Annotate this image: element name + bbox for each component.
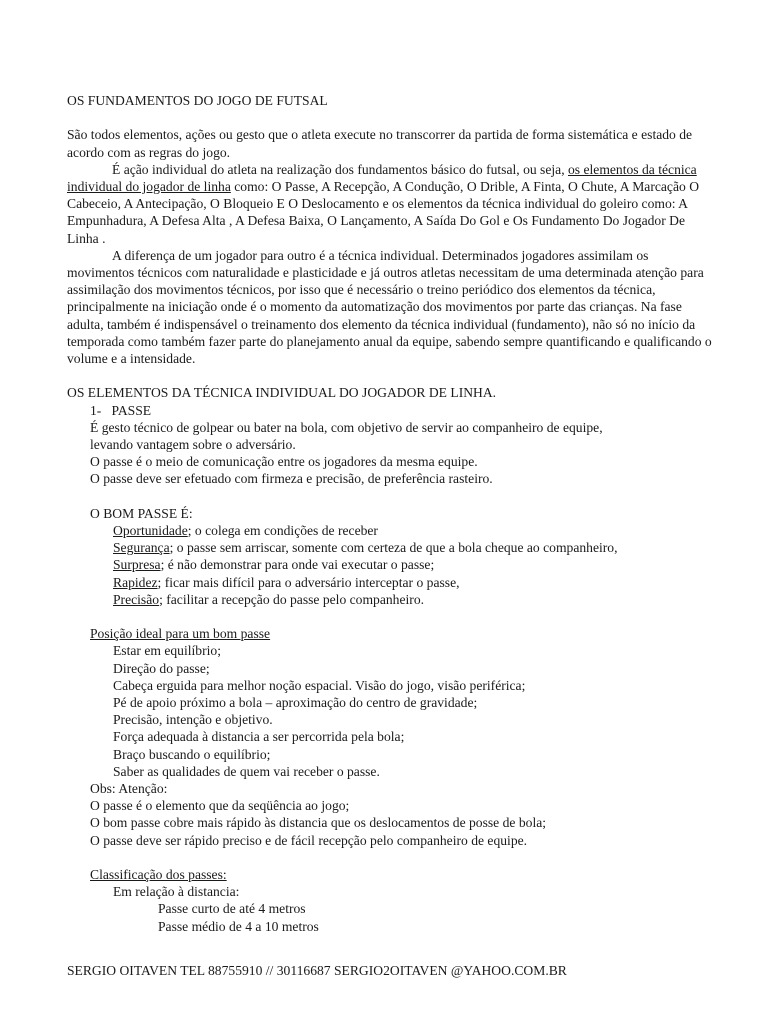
posicao-heading: Posição ideal para um bom passe (90, 626, 271, 642)
list-item (67, 539, 717, 556)
intro-paragraph-3: A diferença de um jogador para outro é a técnica individual. Determinados jogadores assimilam os movimentos técnicos com naturalidade e plasticidade e já outros atletas necessitam de uma determinada atenção para assimilação dos movimentos técnicos, por isso que é necessário o treino periódico dos elementos da técnica, principalmente na iniciação onde é o momento da automatização dos movimentos por parte das crianças. Na fase adulta, também é indispensável o treinamento dos elemento da técnica individual (fundamento), não só no início da temporada como também fazer parte do planejamento anual da equipe, sabendo sempre quantificando e qualificando o volume e a intensidade. (67, 247, 712, 367)
list-item (67, 556, 717, 573)
list-item: Saber as qualidades de quem vai receber o passe. (113, 763, 380, 779)
list-item (67, 522, 717, 539)
quality-description: ; facilitar a recepção do passe pelo companheiro. (159, 591, 425, 607)
classificacao-heading: Classificação dos passes: (90, 867, 227, 883)
list-item: O passe é o elemento que da seqüência ao jogo; (90, 798, 350, 814)
obs-heading: Obs: Atenção: (90, 781, 168, 797)
posicao-list (67, 642, 717, 780)
passe-line: É gesto técnico de golpear ou bater na bola, com objetivo de servir ao companheiro de equipe, (90, 419, 603, 435)
passe-line: O passe deve ser efetuado com firmeza e precisão, de preferência rasteiro. (90, 471, 493, 487)
quality-description: ; é não demonstrar para onde vai executar o passe; (160, 557, 435, 573)
list-item (67, 574, 717, 591)
quality-term: Rapidez (113, 574, 158, 590)
intro-paragraph-2: É ação individual do atleta na realização dos fundamentos básico do futsal, ou seja, os elementos da técnica individual do jogador de linha como: O Passe, A Recepção, A Condução, O Drible, A Finta, O Chute, A Marcação O Cabeceio, A Antecipação, O Bloqueio E O Deslocamento e os elementos da técnica individual do goleiro como: A Empunhadura, A Defesa Alta , A Defesa Baixa, O Lançamento, A Saída Do Gol e Os Fundamento Do Jogador De Linha . (67, 161, 700, 246)
page-footer: SERGIO OITAVEN TEL 88755910 // 30116687 SERGIO2OITAVEN @YAHOO.COM.BR (67, 963, 567, 978)
passe-line: O passe é o meio de comunicação entre os jogadores da mesma equipe. (90, 454, 478, 470)
list-item: Precisão, intenção e objetivo. (113, 712, 273, 728)
quality-term: Precisão (113, 591, 160, 607)
classificacao-list (67, 900, 717, 934)
quality-term: Segurança (113, 540, 170, 556)
document-page (67, 92, 717, 935)
list-item: Braço buscando o equilíbrio; (113, 746, 271, 762)
underlined-phrase: os elementos da técnica individual do jogador de linha (67, 161, 697, 194)
quality-description: ; o passe sem arriscar, somente com certeza de que a bola cheque ao companheiro, (169, 540, 618, 556)
list-item: Direção do passe; (113, 660, 210, 676)
list-item: Estar em equilíbrio; (113, 643, 221, 659)
bom-passe-list (67, 522, 717, 608)
list-item: Pé de apoio próximo a bola – aproximação do centro de gravidade; (113, 695, 478, 711)
quality-description: ; o colega em condições de receber (187, 523, 378, 539)
list-item: Cabeça erguida para melhor noção espacial. Visão do jogo, visão periférica; (113, 677, 526, 693)
section-heading: OS ELEMENTOS DA TÉCNICA INDIVIDUAL DO JOGADOR DE LINHA. (67, 385, 497, 401)
list-item: Passe médio de 4 a 10 metros (158, 918, 319, 934)
intro-paragraph-1: São todos elementos, ações ou gesto que o atleta execute no transcorrer da partida de forma sistemática e estado de acordo com as regras do jogo. (67, 127, 693, 160)
list-item: Força adequada à distancia a ser percorrida pela bola; (113, 729, 405, 745)
obs-list (67, 797, 717, 849)
quality-term: Surpresa (113, 557, 161, 573)
passe-line: levando vantagem sobre o adversário. (90, 437, 296, 453)
quality-term: Oportunidade (113, 523, 188, 539)
passe-description (67, 419, 717, 488)
list-item: O passe deve ser rápido preciso e de fácil recepção pelo companheiro de equipe. (90, 832, 528, 848)
classificacao-sub: Em relação à distancia: (113, 884, 240, 900)
document-title: OS FUNDAMENTOS DO JOGO DE FUTSAL (67, 93, 328, 108)
item-passe-heading: 1- PASSE (90, 402, 152, 418)
list-item (67, 591, 717, 608)
quality-description: ; ficar mais difícil para o adversário interceptar o passe, (157, 574, 460, 590)
list-item: O bom passe cobre mais rápido às distancia que os deslocamentos de posse de bola; (90, 815, 547, 831)
bom-passe-heading: O BOM PASSE É: (90, 505, 193, 521)
list-item: Passe curto de até 4 metros (158, 901, 306, 917)
